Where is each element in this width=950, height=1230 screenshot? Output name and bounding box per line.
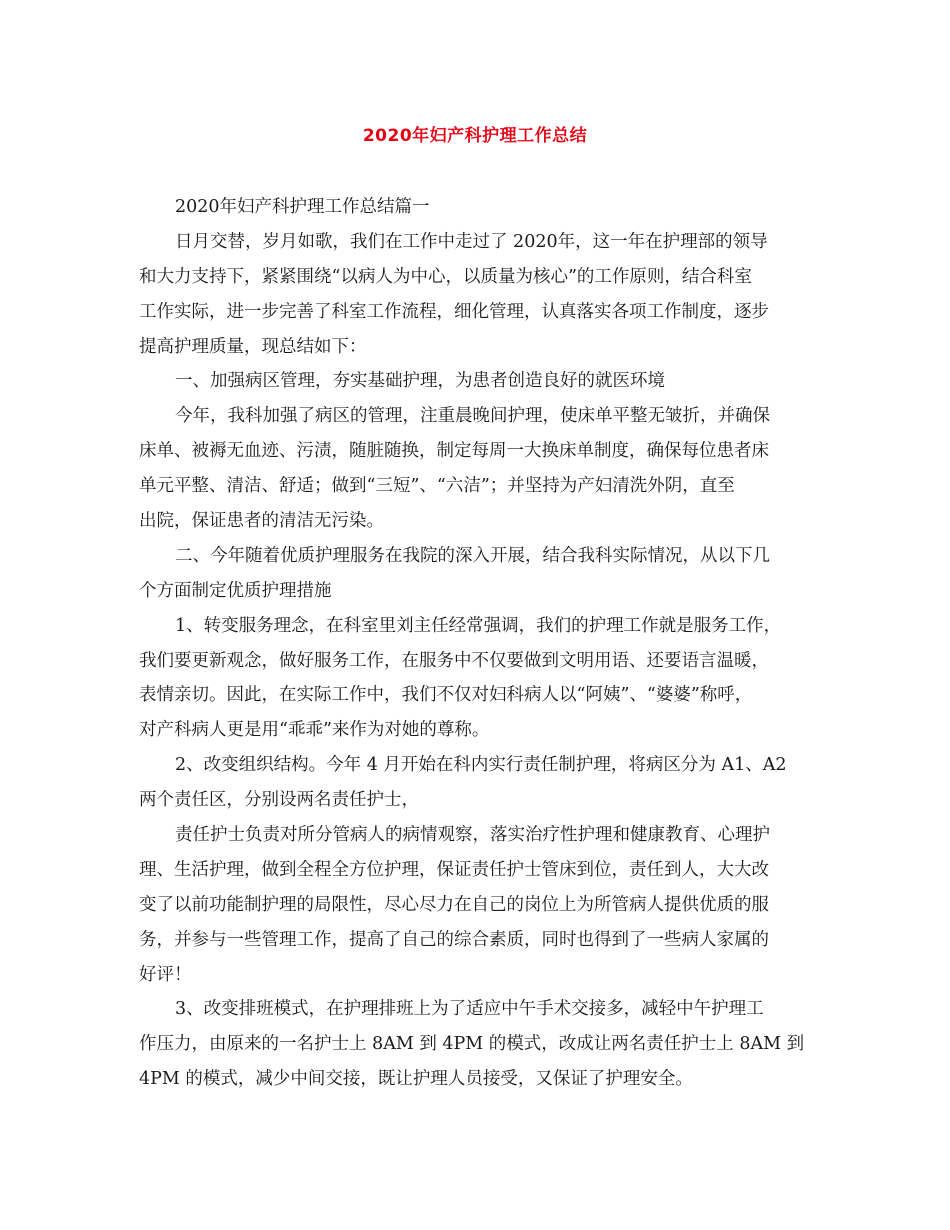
body-text-line: 我们要更新观念，做好服务工作，在服务中不仅要做到文明用语、还要语言温暖， [139,650,769,671]
body-text-line: 对产科病人更是用“乖乖”来作为对她的尊称。 [139,720,490,741]
body-text-line: 日月交替，岁月如歌，我们在工作中走过了 2020年，这一年在护理部的领导 [175,231,768,252]
body-text-line: 表情亲切。因此，在实际工作中，我们不仅对妇科病人以“阿姨”、“婆婆”称呼， [139,685,753,706]
body-text-line: 工作实际，进一步完善了科室工作流程，细化管理，认真落实各项工作制度，逐步 [139,301,769,322]
body-text-line: 3、改变排班模式，在护理排班上为了适应中午手术交接多，减轻中午护理工 [175,999,764,1020]
body-text-line: 出院，保证患者的清洁无污染。 [139,511,384,532]
document-title: 2020年妇产科护理工作总结 [362,126,588,146]
body-text-line: 变了以前功能制护理的局限性，尽心尽力在自己的岗位上为所管病人提供优质的服 [139,894,769,915]
body-text-line: 床单、被褥无血迹、污渍，随脏随换，制定每周一大换床单制度，确保每位患者床 [139,441,769,462]
body-text-line: 提高护理质量，现总结如下： [139,336,367,357]
body-text-line: 2020年妇产科护理工作总结篇一 [175,197,430,217]
body-text-line: 个方面制定优质护理措施 [139,580,332,601]
body-text-line: 1、转变服务理念，在科室里刘主任经常强调，我们的护理工作就是服务工作， [175,615,782,636]
body-text-line: 两个责任区，分别设两名责任护士， [139,790,419,811]
document-body [139,190,823,1097]
body-text-line: 和大力支持下，紧紧围绕“以病人为中心，以质量为核心”的工作原则，结合科室 [139,266,752,287]
body-text-line: 一、加强病区管理，夯实基础护理，为患者创造良好的就医环境 [175,371,665,392]
body-text-line: 今年，我科加强了病区的管理，注重晨晚间护理，使床单平整无皱折，并确保 [175,406,770,427]
body-text-line: 理、生活护理，做到全程全方位护理，保证责任护士管床到位，责任到人，大大改 [139,859,769,880]
body-text-line: 单元平整、清洁、舒适；做到“三短”、“六洁”；并坚持为产妇清洗外阴，直至 [139,476,735,497]
body-text-line: 4PM 的模式，减少中间交接，既让护理人员接受，又保证了护理安全。 [139,1069,693,1090]
body-text-line: 作压力，由原来的一名护士上 8AM 到 4PM 的模式，改成让两名责任护士上 8AM 到 [139,1034,805,1055]
body-text-line: 好评！ [139,964,192,985]
body-text-line: 2、改变组织结构。今年 4 月开始在科内实行责任制护理，将病区分为 A1、A2 [175,755,787,776]
body-text-line: 责任护士负责对所分管病人的病情观察，落实治疗性护理和健康教育、心理护 [175,825,770,846]
body-text-line: 务，并参与一些管理工作，提高了自己的综合素质，同时也得到了一些病人家属的 [139,929,769,950]
body-text-line: 二、今年随着优质护理服务在我院的深入开展，结合我科实际情况，从以下几 [175,545,770,566]
